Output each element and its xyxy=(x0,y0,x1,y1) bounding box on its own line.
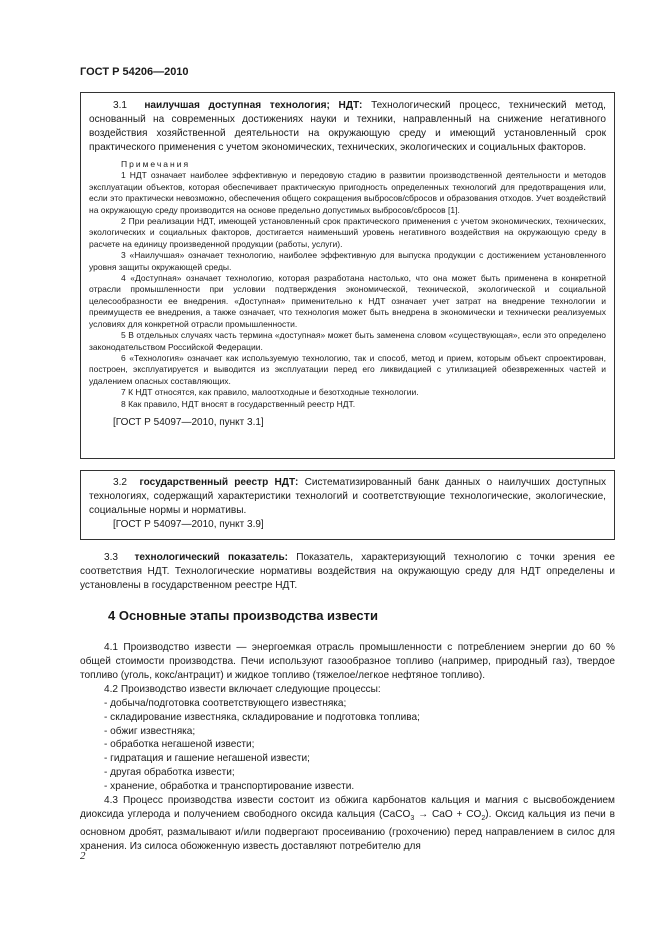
formula-subscript: 2 xyxy=(481,814,486,822)
term-definition: Технологический процесс, технический метод, основанный на современных достижениях науки и техники, направленный на снижение негативного воздействия хозяйственной деятельности на окружающую среду и имеющий установленный срок практического применения с учетом экономических, технических, экологических и социальных факторов. xyxy=(89,100,606,153)
list-item: - добыча/подготовка соответствующего известняка; xyxy=(104,698,347,709)
list-item: - другая обработка извести; xyxy=(104,766,235,778)
term-box-3-2 xyxy=(80,470,615,540)
term-name: технологический показатель: xyxy=(134,552,289,563)
section-title: 4 Основные этапы производства извести xyxy=(108,608,378,623)
note-2: 2 При реализации НДТ, имеющей установленный срок практического применения с учетом экономических, технических, экологических и социальных факторов, достигается наименьший уровень негативного воздействия на окружающую среду в расчете на единицу произведенной продукции (работы, услуги). xyxy=(89,216,606,249)
section-4-body xyxy=(80,641,615,854)
list-item: - обработка негашеной извести; xyxy=(104,739,255,751)
document-header: ГОСТ Р 54206—2010 xyxy=(80,66,189,78)
term-3-3-block xyxy=(80,551,615,593)
term-number: 3.2 xyxy=(113,477,128,488)
note-3: 3 «Наилучшая» означает технологию, наиболее эффективную для выпуска продукции с достижением установленного уровня защиты окружающей среды. xyxy=(89,250,606,272)
term-3-3 xyxy=(80,551,615,593)
note-4: 4 «Доступная» означает технологию, которая разработана настолько, что она может быть применена в конкретной отрасли промышленности при условии подтверждения экономической, технической, экологической и социальной целесообразности ее внедрения. «Доступная» применительно к НДТ означает учет затрат на внедрение технологии и преимуществ ее внедрения, а также означает, что технология может быть внедрена в экономически и технически реализуемых условиях для конкретной отрасли промышленности. xyxy=(89,273,606,329)
paragraph-4-3-part-b: ). Оксид кальция из печи в основном дробят, размалывают и/или подвергают просеиванию (грохочению) перед направлением в силос для хранения. Из силоса обожженную известь доставляют потребителю для xyxy=(80,808,615,852)
list-item: - гидратация и гашение негашеной извести; xyxy=(104,753,310,765)
term-definition: Показатель, характеризующий технологию с точки зрения ее соответствия НДТ. Технологические нормативы воздействия на окружающую среду для НДТ определены и установлены в государственном реестре НДТ. xyxy=(80,552,616,591)
paragraph-4-3 xyxy=(80,794,615,854)
list-item: - складирование известняка, складирование и подготовка топлива; xyxy=(104,711,420,723)
note-7: 7 К НДТ относятся, как правило, малоотходные и безотходные технологии. xyxy=(121,387,419,398)
page-number: 2 xyxy=(80,850,86,862)
term-3-1 xyxy=(89,99,606,155)
note-1: 1 НДТ означает наиболее эффективную и передовую стадию в развитии производственной деятельности и методов эксплуатации объектов, которая обеспечивает практическую пригодность определенных технологий для предотвращения или, если это практически невозможно, обеспечения общего сокращения выбросов/сбросов и образования отходов. Учет воздействий на окружающую среду производится на основе предельно допустимых выбросов/сбросов [1]. xyxy=(89,170,606,215)
formula-reaction: → CaO + CO xyxy=(414,808,482,820)
note-6: 6 «Технология» означает как используемую технологию, так и способ, метод и прием, которым объект спроектирован, построен, эксплуатируется и выводится из эксплуатации перед его ликвидацией с утилизацией обезвреженных частей и удалением опасных составляющих. xyxy=(89,352,606,386)
term-number: 3.1 xyxy=(113,100,128,111)
source-reference: [ГОСТ Р 54097—2010, пункт 3.9] xyxy=(113,519,264,530)
notes-title: Примечания xyxy=(121,159,191,169)
formula-caco3: CaCO xyxy=(382,808,411,820)
term-number: 3.3 xyxy=(104,552,119,563)
source-reference: [ГОСТ Р 54097—2010, пункт 3.1] xyxy=(113,416,264,428)
paragraph-4-2: 4.2 Производство извести включает следующие процессы: xyxy=(104,684,381,695)
term-box-3-1 xyxy=(80,92,615,459)
note-8: 8 Как правило, НДТ вносят в государственный реестр НДТ. xyxy=(121,398,356,409)
paragraph-4-3-part-a: 4.3 Процесс производства извести состоит из обжига карбонатов кальция и магния с высвобождением диоксида углерода и получением свободного оксида кальция ( xyxy=(80,794,615,820)
list-item: - хранение, обработка и транспортирование извести. xyxy=(104,780,355,792)
term-3-2 xyxy=(89,476,606,518)
note-5: 5 В отдельных случаях часть термина «доступная» может быть заменена словом «существующая», если это определено законодательством Российской Федерации. xyxy=(89,330,606,352)
formula-subscript: 3 xyxy=(410,814,415,822)
list-item: - обжиг известняка; xyxy=(104,725,196,737)
term-name: наилучшая доступная технология; НДТ: xyxy=(144,100,363,111)
term-name: государственный реестр НДТ: xyxy=(139,477,299,488)
term-definition: Систематизированный банк данных о наилучших доступных технологиях, содержащий характеристики технологий и соответствующие технологические, экологические, социальные нормы и нормативы. xyxy=(89,477,606,516)
paragraph-4-1: 4.1 Производство извести — энергоемкая отрасль промышленности с потреблением энергии до 60 % общей стоимости производства. Печи используют газообразное топливо (например, природный газ), твердое топливо (уголь, кокс/антрацит) и жидкое топливо (тяжелое/легкое нефтяное топливо). xyxy=(80,642,615,681)
